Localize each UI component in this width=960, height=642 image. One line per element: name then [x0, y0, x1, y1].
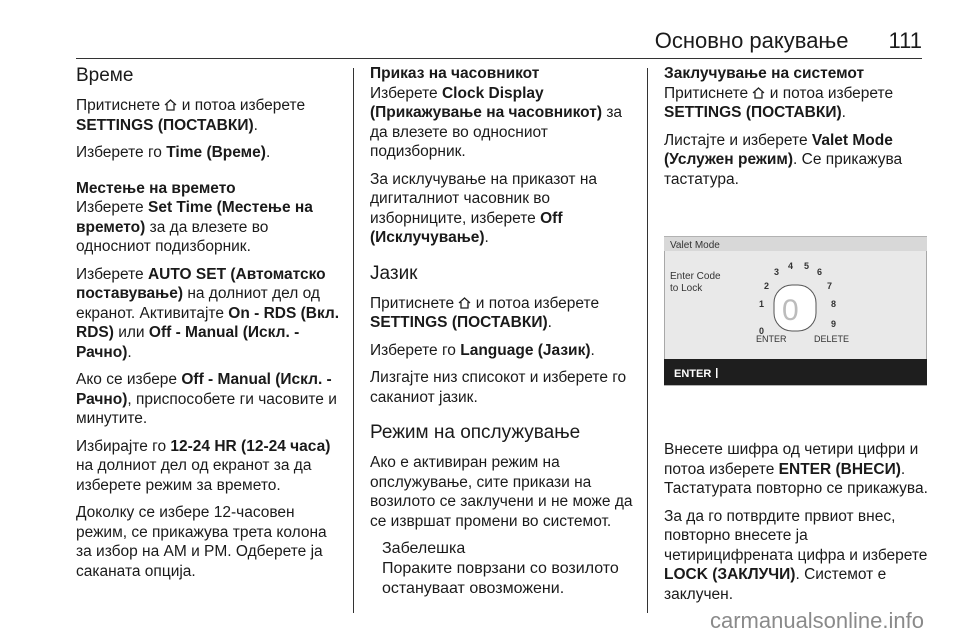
paragraph: Ако се избере Off - Manual (Искл. - Рачно), приспособете ги часовите и минутите.: [76, 371, 337, 427]
column-divider-1: [353, 68, 354, 613]
page-number: 111: [888, 28, 922, 53]
paragraph: Внесете шифра од четири цифри и потоа изберете ENTER (ВНЕСИ). Тастатурата повторно се прикажува.: [664, 441, 928, 497]
screen-prompt-line2: to Lock: [670, 283, 703, 294]
paragraph: Доколку се избере 12-часовен режим, се прикажува трета колона за избор на AM и PM. Одберете ја саканата опција.: [76, 504, 327, 580]
paragraph: Изберете Set Time (Местење на времето) за да влезете во односниот подизборник.: [76, 199, 313, 255]
home-icon: [458, 297, 471, 309]
column-divider-2: [647, 68, 648, 613]
watermark: carmanualsonline.info: [709, 608, 924, 633]
valet-keypad-figure: [664, 207, 927, 412]
enter-key[interactable]: ENTER: [756, 334, 787, 344]
home-icon: [752, 87, 765, 99]
paragraph: Ако е активиран режим на опслужување, сите прикази на возилото се заклучени и не може да се извршат промени во системот.: [370, 454, 633, 530]
paragraph: Изберете го Time (Време).: [76, 144, 271, 161]
paragraph: За исклучување на приказот на дигиталниот часовник во изборниците, изберете Off (Исклучување).: [370, 170, 597, 246]
section-heading-valet-mode: Режим на опслужување: [370, 422, 581, 443]
note-title: Забелешка: [382, 540, 466, 557]
digit-key[interactable]: 6: [817, 267, 823, 277]
subheading-system-lock: Заклучување на системот: [664, 65, 865, 82]
paragraph: Изберете Clock Display (Прикажување на часовникот) за да влезете во односниот подизборник.: [370, 84, 623, 160]
screen-prompt-line1: Enter Code: [670, 271, 721, 282]
paragraph: Листајте и изберете Valet Mode (Услужен режим). Се прикажува тастатура.: [664, 131, 903, 188]
digit-key[interactable]: 8: [831, 299, 837, 309]
column-1: [76, 64, 342, 589]
digit-key[interactable]: 1: [759, 299, 765, 309]
digit-key[interactable]: 5: [804, 261, 810, 271]
note-box: [382, 539, 636, 599]
paragraph: Притиснете и потоа изберете SETTINGS (ПОСТАВКИ).: [664, 84, 894, 121]
digit-key[interactable]: 9: [831, 319, 837, 329]
valet-mode-screen-image: [664, 207, 927, 412]
paragraph: Притиснете и потоа изберете SETTINGS (ПОСТАВКИ).: [370, 294, 600, 331]
paragraph: Изберете го Language (Јазик).: [370, 341, 595, 359]
header-rule: [76, 58, 922, 59]
page-header: [655, 28, 922, 54]
paragraph: За да го потврдите првиот внес, повторно внесете ја четирицифрената цифра и изберете LOCK (ЗАКЛУЧИ). Системот е заклучен.: [664, 507, 928, 603]
paragraph: Изберете AUTO SET (Автоматско поставување) на долниот дел од екранот. Активитајте On - RDS (Вкл. RDS) или Off - Manual (Искл. - Рачно).: [76, 265, 340, 361]
digit-key[interactable]: 0: [759, 326, 765, 336]
home-icon: [164, 99, 177, 111]
paragraph: Лизгајте низ списокот и изберете го саканиот јазик.: [370, 369, 627, 406]
bottom-enter-button[interactable]: ENTER: [674, 368, 712, 380]
delete-key[interactable]: DELETE: [814, 334, 850, 344]
digit-key[interactable]: 4: [788, 261, 794, 271]
entered-digit-display: 0: [782, 294, 799, 327]
paragraph: Избирајте го 12-24 HR (12-24 часа) на долниот дел од екранот за да изберете режим за времето.: [76, 437, 331, 494]
subheading-clock-display: Приказ на часовникот: [370, 65, 540, 82]
chapter-title: Основно ракување: [654, 28, 849, 53]
section-heading-time: Време: [76, 65, 134, 86]
column-2: [370, 64, 636, 599]
digit-key[interactable]: 7: [827, 281, 833, 291]
subheading-set-time: Местење на времето: [76, 179, 236, 197]
column-3: [664, 64, 928, 612]
note-text: Пораките поврзани со возилото остануваат овозможени.: [382, 560, 619, 597]
text-cursor: [716, 368, 718, 378]
screen-title: Valet Mode: [670, 240, 720, 251]
paragraph: Притиснете и потоа изберете SETTINGS (ПОСТАВКИ).: [76, 97, 306, 134]
digit-key[interactable]: 2: [764, 281, 770, 291]
digit-key[interactable]: 3: [774, 267, 780, 277]
section-heading-language: Јазик: [370, 262, 418, 284]
